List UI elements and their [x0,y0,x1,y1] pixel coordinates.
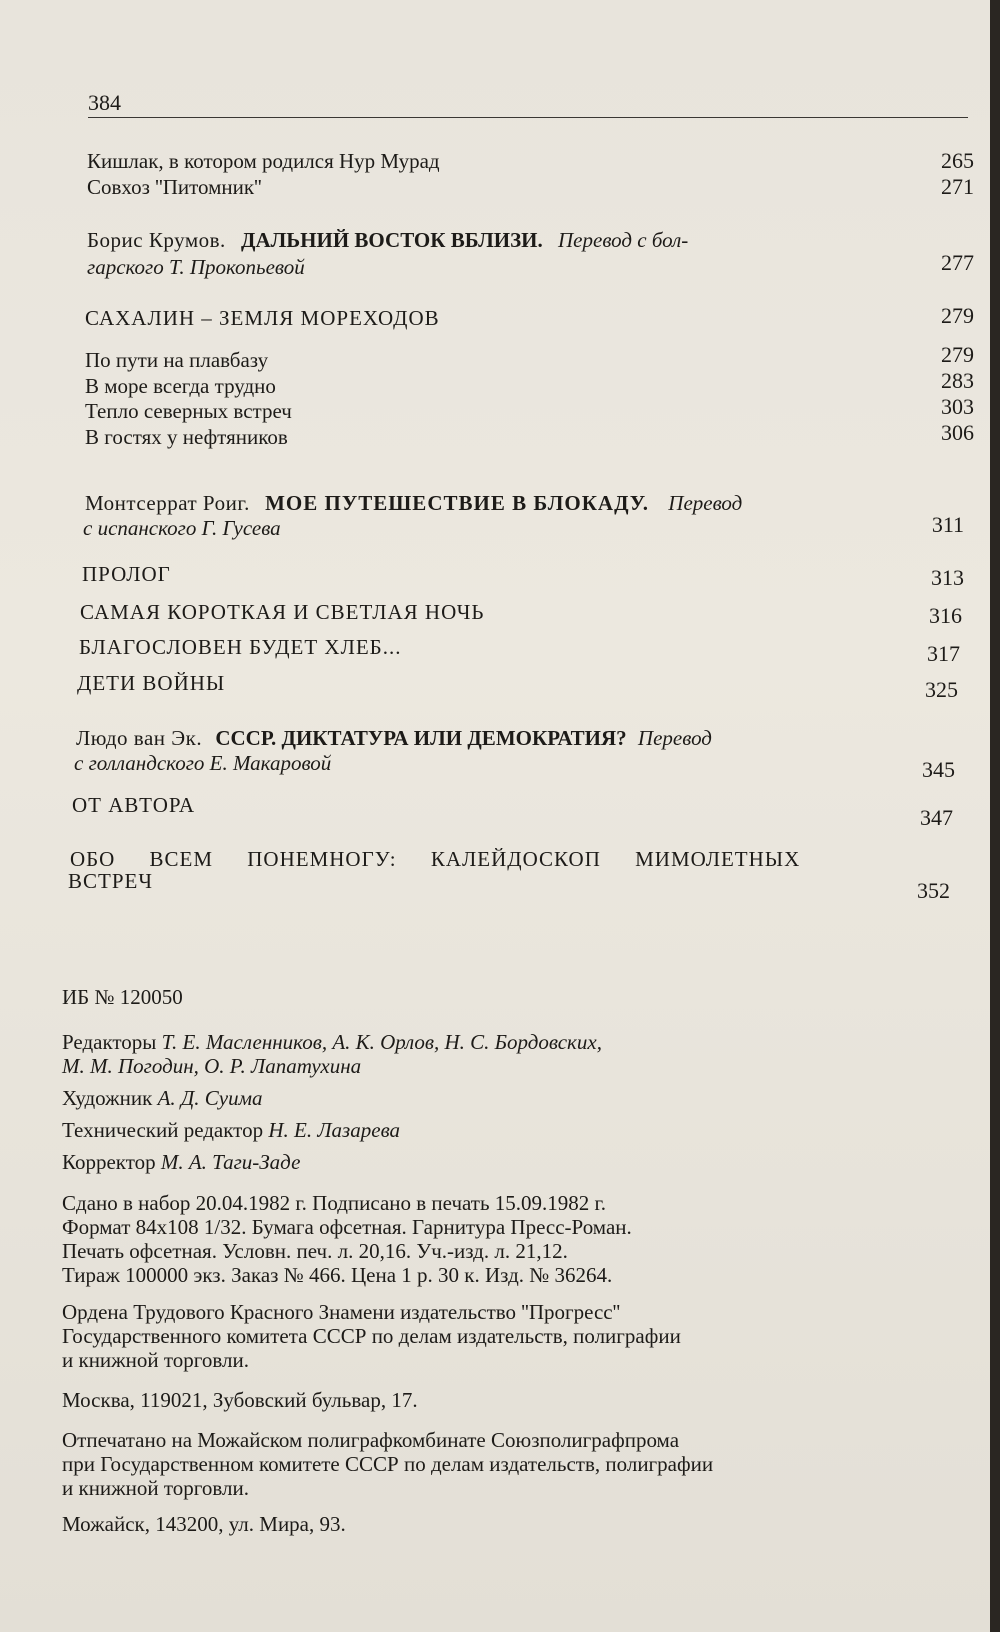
section-title: МОЕ ПУТЕШЕСТВИЕ В БЛОКАДУ. [265,491,650,515]
toc-entry-page: 317 [927,641,960,666]
imprint-printer-address: Можайск, 143200, ул. Мира, 93. [62,1512,346,1536]
editors-label: Редакторы [62,1030,157,1054]
toc-entry-page: 306 [941,420,974,445]
toc-entry-title: ПРОЛОГ [82,562,171,586]
toc-entry-page: 325 [925,677,958,702]
toc-entry-page: 279 [941,342,974,367]
imprint-publisher [62,1300,942,1372]
toc-entry-page: 271 [941,174,974,199]
toc-entry-title: Кишлак, в котором родился Нур Мурад [87,149,440,173]
publisher-line: и книжной торговли. [62,1348,250,1372]
toc-entry-page: 316 [929,603,962,628]
imprint-editors [62,1030,942,1078]
toc-entry-page: 283 [941,368,974,393]
section-title: ДАЛЬНИЙ ВОСТОК ВБЛИЗИ. [241,228,543,252]
editors-names: Т. Е. Масленников, А. К. Орлов, Н. С. Бордовских, [161,1030,602,1054]
toc-section-heading [76,725,906,751]
toc-entry-title: По пути на плавбазу [85,348,269,372]
page-number: 384 [88,90,121,115]
corrector-name: М. А. Таги-Заде [160,1150,301,1174]
toc-entry-page: 347 [920,805,953,830]
artist-name: А. Д. Суима [157,1086,263,1110]
section-translator: с голландского Е. Макаровой [74,751,332,775]
toc-entry-title: САМАЯ КОРОТКАЯ И СВЕТЛАЯ НОЧЬ [80,600,485,624]
section-translator: Перевод [637,726,712,750]
toc-entry-page: 352 [917,878,950,903]
print-line: Печать офсетная. Условн. печ. л. 20,16. Уч.-изд. л. 21,12. [62,1239,568,1263]
section-translator: Перевод с бол- [558,228,689,252]
print-line: Сдано в набор 20.04.1982 г. Подписано в печать 15.09.1982 г. [62,1191,607,1215]
print-line: Тираж 100000 экз. Заказ № 466. Цена 1 р. 30 к. Изд. № 36264. [62,1263,613,1287]
toc-section-heading [85,490,905,516]
header-rule [88,117,968,118]
toc-entry-page: 313 [931,565,964,590]
print-line: Формат 84х108 1/32. Бумага офсетная. Гарнитура Пресс-Роман. [62,1215,632,1239]
imprint-corrector [62,1150,942,1174]
toc-entry-title: Совхоз ''Питомник'' [87,175,262,199]
toc-entry-page: 303 [941,394,974,419]
toc-entry-title: В гостях у нефтяников [85,425,288,449]
imprint-printed-by [62,1428,942,1500]
imprint-ib: ИБ № 120050 [62,985,183,1009]
artist-label: Художник [62,1086,153,1110]
toc-entry-title: БЛАГОСЛОВЕН БУДЕТ ХЛЕБ... [79,635,402,659]
printed-line: Отпечатано на Можайском полиграфкомбинате Союзполиграфпрома [62,1428,680,1452]
toc-section-heading [87,227,907,253]
section-translator: Перевод [668,491,743,515]
toc-entry-page: 345 [922,757,955,782]
section-translator: гарского Т. Прокопьевой [87,255,305,279]
editors-names: М. М. Погодин, О. Р. Лапатухина [62,1054,362,1078]
publisher-line: Ордена Трудового Красного Знамени издательство ''Прогресс'' [62,1300,621,1324]
imprint-artist [62,1086,942,1110]
toc-entry-page: 265 [941,148,974,173]
publisher-line: Государственного комитета СССР по делам издательств, полиграфии [62,1324,681,1348]
section-author: Людо ван Эк. [76,726,203,750]
section-translator: с испанского Г. Гусева [83,516,281,540]
tech-editor-label: Технический редактор [62,1118,264,1142]
toc-entry-page: 311 [931,512,964,537]
toc-entry-page: 279 [941,303,974,328]
imprint-tech-editor [62,1118,942,1142]
toc-entry-title: В море всегда трудно [85,374,276,398]
section-title: СССР. ДИКТАТУРА ИЛИ ДЕМОКРАТИЯ? [215,726,627,750]
printed-line: при Государственном комитете СССР по делам издательств, полиграфии [62,1452,714,1476]
corrector-label: Корректор [62,1150,156,1174]
toc-entry-title: ВСТРЕЧ [68,869,153,893]
imprint-print-details [62,1191,942,1287]
toc-entry-title: САХАЛИН – ЗЕМЛЯ МОРЕХОДОВ [85,306,440,330]
section-author: Монтсеррат Роиг. [85,491,250,515]
toc-entry-title: ОБО ВСЕМ ПОНЕМНОГУ: КАЛЕЙДОСКОП МИМОЛЕТНЫХ [70,847,801,871]
toc-entry-page: 277 [941,250,974,275]
toc-entry-title: ДЕТИ ВОЙНЫ [77,671,226,695]
imprint-address: Москва, 119021, Зубовский бульвар, 17. [62,1388,418,1412]
toc-entry-title: Тепло северных встреч [85,399,292,423]
printed-line: и книжной торговли. [62,1476,250,1500]
section-author: Борис Крумов. [87,228,226,252]
toc-entry-title: ОТ АВТОРА [72,793,196,817]
tech-editor-name: Н. Е. Лазарева [268,1118,401,1142]
